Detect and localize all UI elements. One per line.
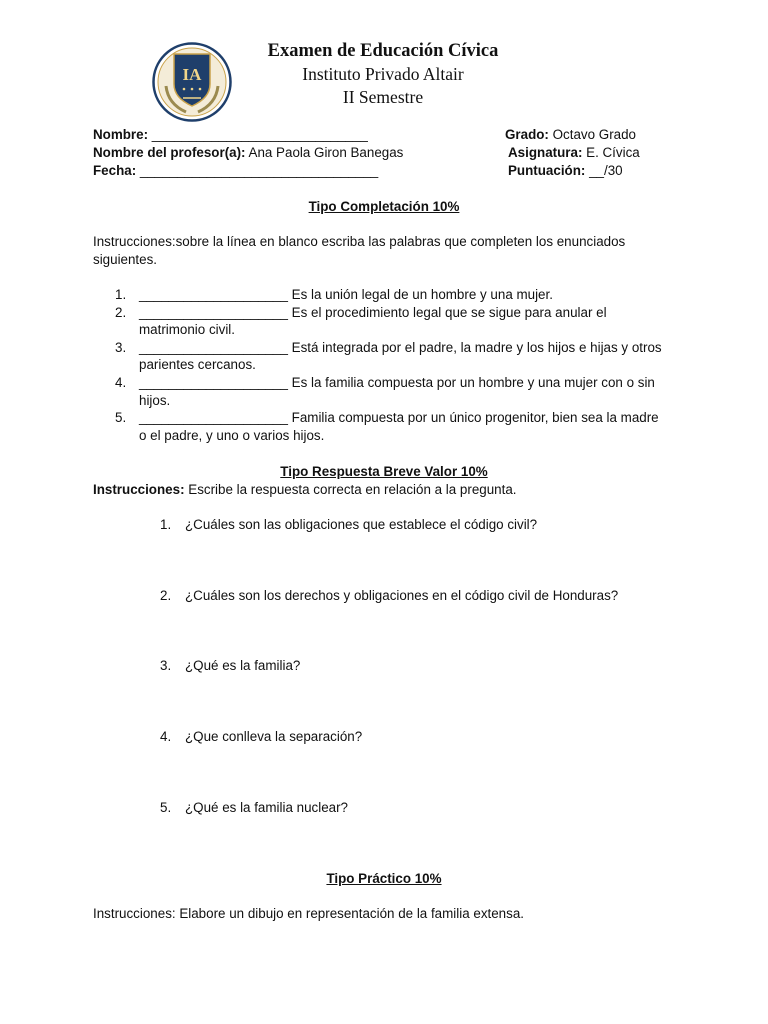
question-item: 4. ¿Que conlleva la separación? (160, 729, 363, 744)
list-item: 5. ____________________ Familia compuesta por un único progenitor, bien sea la madre o el padre, y uno o varios hijos. (115, 410, 659, 443)
section1-list (93, 286, 673, 444)
asignatura-line (508, 144, 640, 162)
semester: II Semestre (342, 87, 424, 107)
profesor-value: Ana Paola Giron Banegas (248, 145, 404, 160)
question-item: 2. ¿Cuáles son los derechos y obligaciones en el código civil de Honduras? (160, 588, 619, 603)
nombre-field[interactable]: _____________________________ (151, 127, 368, 142)
fecha-label: Fecha: (93, 163, 137, 178)
nombre-line (93, 126, 368, 144)
exam-title: Examen de Educación Cívica (267, 41, 499, 61)
section1-heading: Tipo Completación 10% (308, 199, 460, 214)
institute-logo (152, 42, 232, 122)
logo-monogram: IA (182, 65, 202, 84)
asignatura-value: E. Cívica (586, 145, 640, 160)
section3-instructions: Instrucciones: Elabore un dibujo en representación de la familia extensa. (93, 906, 524, 921)
fecha-field[interactable]: ________________________________ (139, 163, 379, 178)
list-item: 4. ____________________ Es la familia compuesta por un hombre y una mujer con o sin hijos. (115, 374, 655, 408)
asignatura-label: Asignatura: (508, 145, 583, 160)
list-item: 3. ____________________ Está integrada por el padre, la madre y los hijos e hijas y otros parientes cercanos. (115, 339, 662, 373)
profesor-label: Nombre del profesor(a): (93, 145, 246, 160)
list-item: 1. ____________________ Es la unión legal de un hombre y una mujer. (115, 287, 553, 302)
list-item: 2. ____________________ Es el procedimiento legal que se sigue para anular el matrimonio civil. (115, 304, 607, 338)
question-item: 5. ¿Qué es la familia nuclear? (160, 800, 348, 815)
institute-name: Instituto Privado Altair (302, 64, 464, 84)
section2-instructions (93, 481, 517, 499)
puntuacion-line (508, 162, 623, 180)
section3-heading: Tipo Práctico 10% (326, 871, 442, 886)
fecha-line (93, 162, 378, 180)
question-item: 3. ¿Qué es la familia? (160, 658, 301, 673)
section1-instructions: Instrucciones:sobre la línea en blanco escriba las palabras que completen los enunciados siguientes. (93, 234, 626, 267)
puntuacion-label: Puntuación: (508, 163, 586, 178)
profesor-line (93, 144, 403, 162)
question-item: 1. ¿Cuáles son las obligaciones que establece el código civil? (160, 517, 538, 532)
puntuacion-value: __/30 (589, 163, 623, 178)
grado-label: Grado: (505, 127, 549, 142)
grado-line (505, 126, 636, 144)
section2-instructions-text: Escribe la respuesta correcta en relación a la pregunta. (188, 482, 517, 497)
section2-heading: Tipo Respuesta Breve Valor 10% (280, 464, 488, 479)
grado-value: Octavo Grado (552, 127, 636, 142)
nombre-label: Nombre: (93, 127, 149, 142)
section2-instructions-label: Instrucciones: (93, 482, 185, 497)
